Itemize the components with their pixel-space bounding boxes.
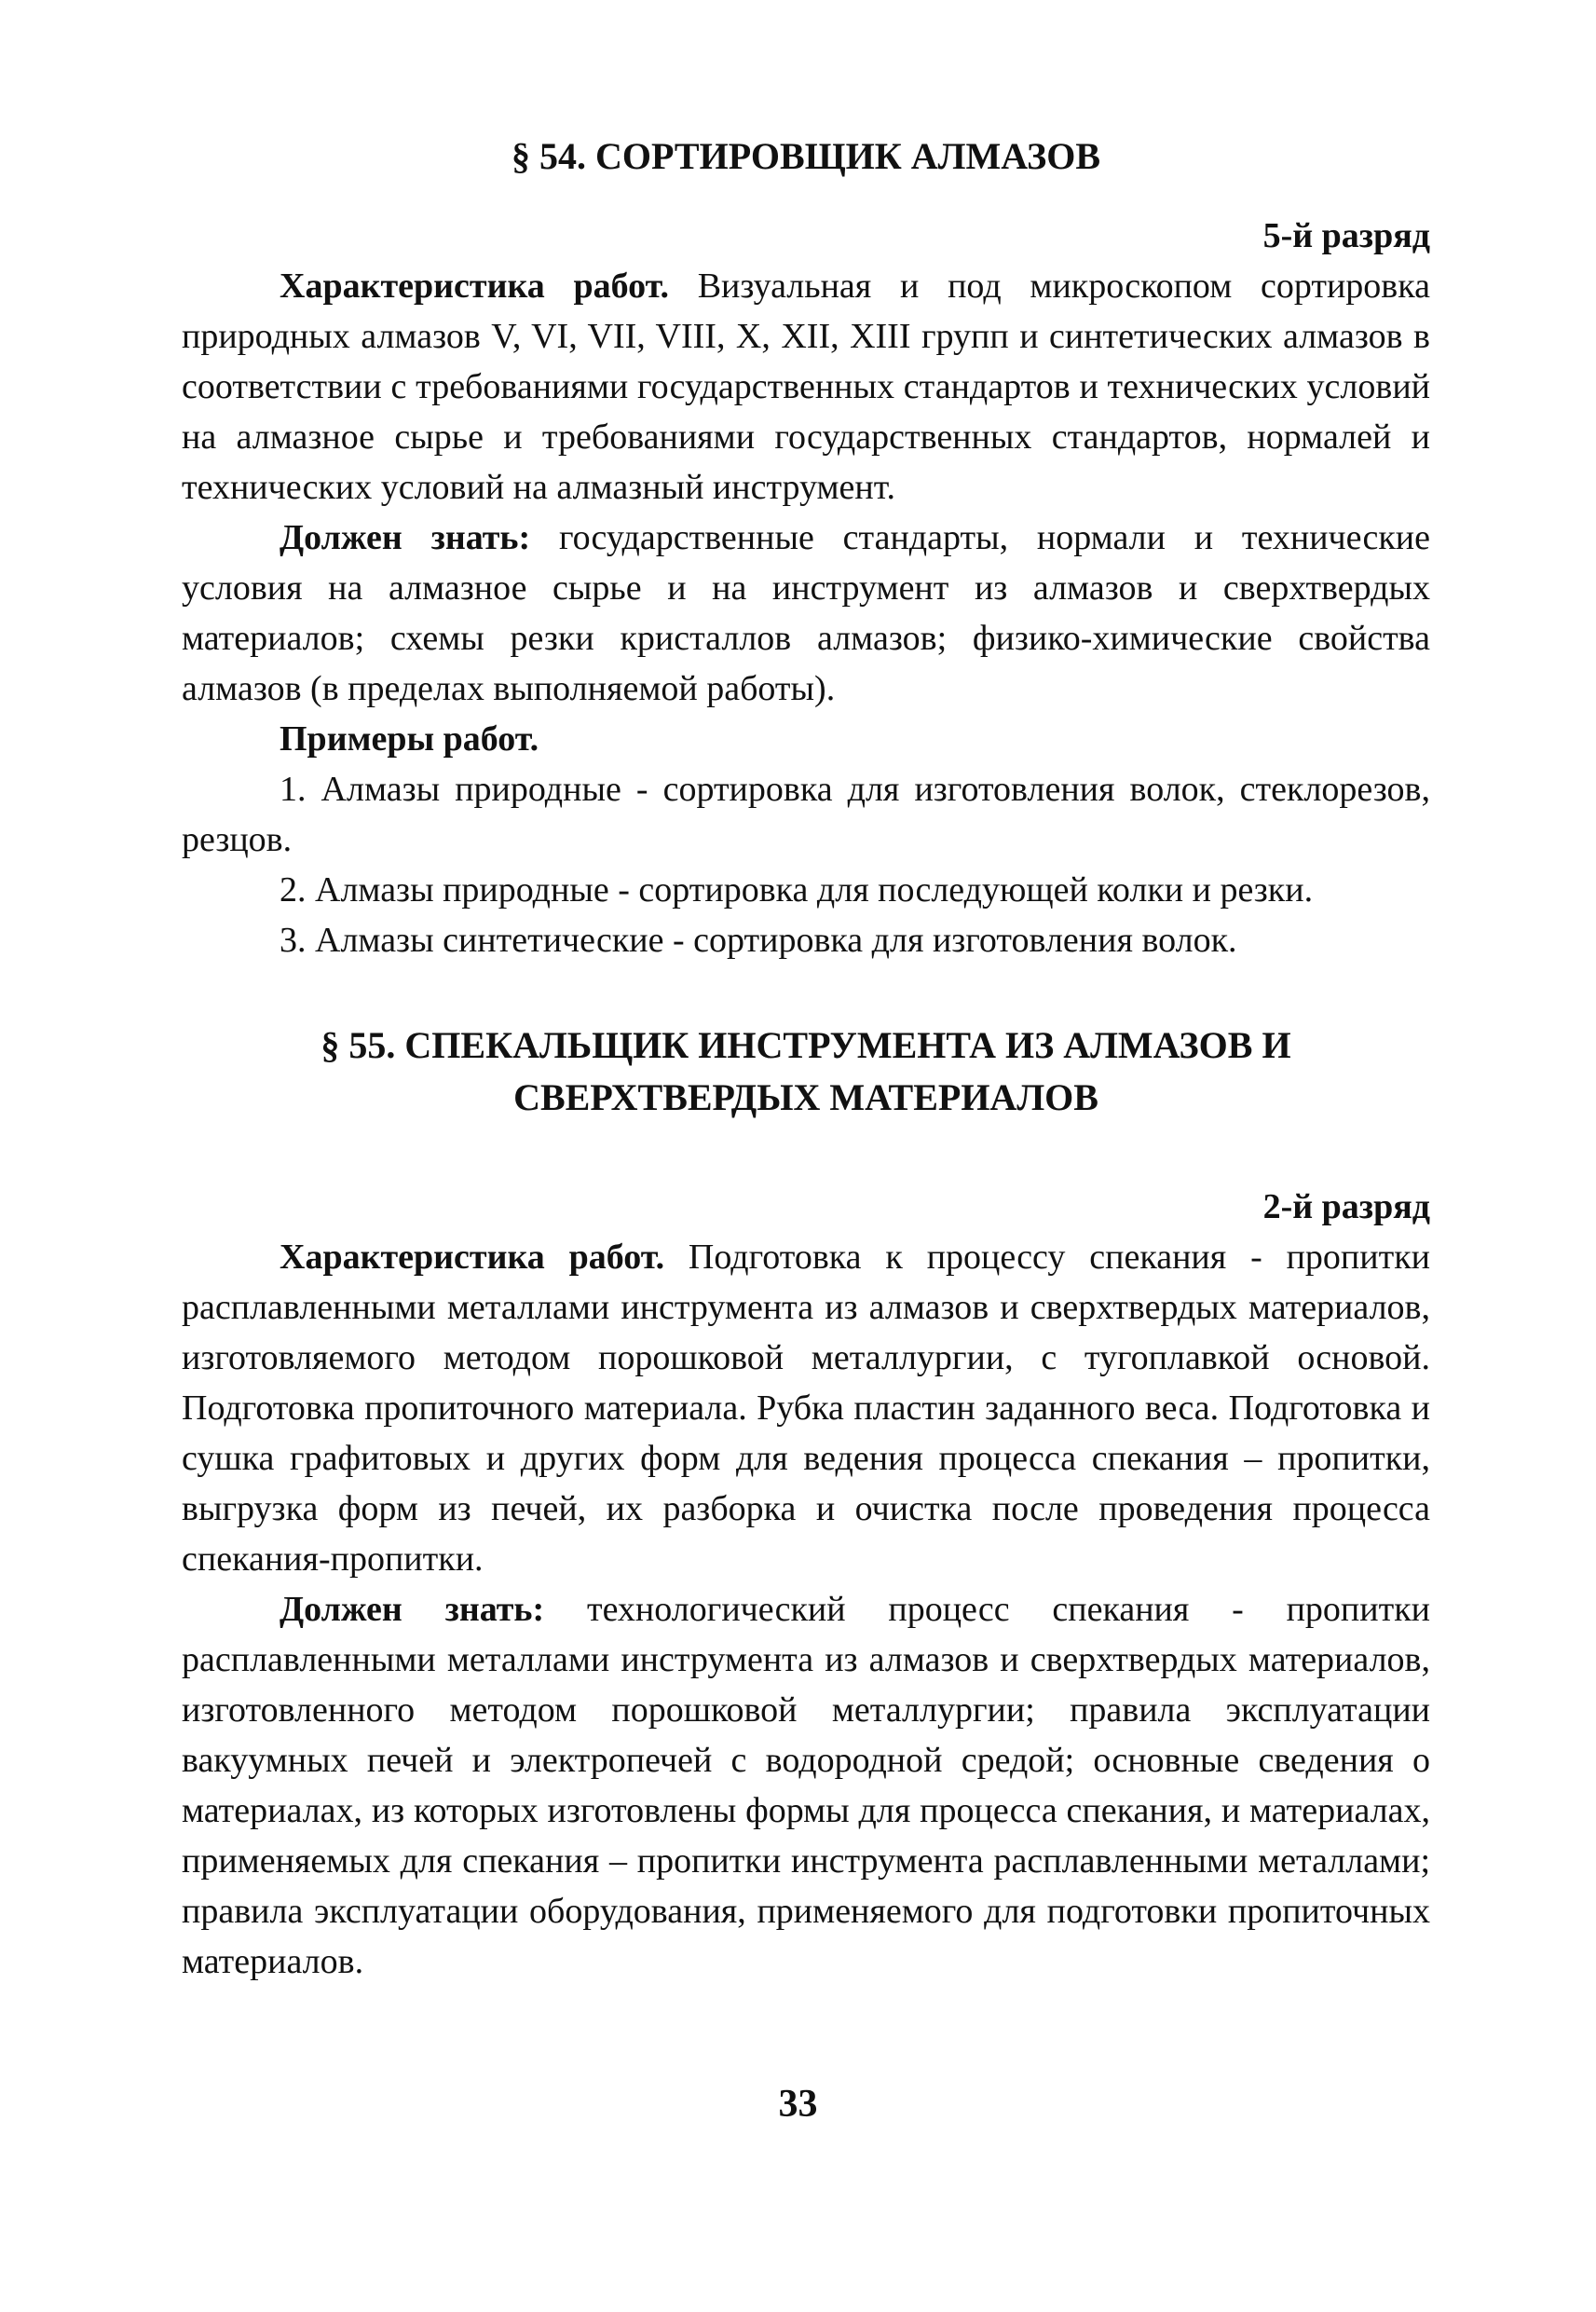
examples-title: Примеры работ.	[280, 719, 539, 759]
document-page	[182, 130, 1430, 1987]
knowledge-label: Должен знать:	[280, 1590, 545, 1629]
section-55-knowledge	[182, 1584, 1430, 1987]
knowledge-text: государственные стандарты, нормали и технические условия на алмазное сырье и на инструмент из алмазов и сверхтвердых материалов; схемы резки кристаллов алмазов; физико-химические свойства алмазов (в пределах выполняемой работы).	[182, 518, 1430, 708]
characteristics-label: Характеристика работ.	[280, 267, 669, 306]
characteristics-text: Подготовка к процессу спекания - пропитки расплавленными металлами инструмента из алмазов и сверхтвердых материалов, изготовляемого методом порошковой металлургии, с тугоплавкой основой. Подготовка пропиточного материала. Рубка пластин заданного веса. Подготовка и сушка графитовых и других форм для ведения процесса спекания – пропитки, выгрузка форм из печей, их разборка и очистка после проведения процесса спекания-пропитки.	[182, 1238, 1431, 1579]
example-item: 2. Алмазы природные - сортировка для последующей колки и резки.	[280, 870, 1314, 910]
section-54-characteristics	[182, 261, 1430, 513]
section-55-characteristics	[182, 1232, 1430, 1584]
knowledge-text: технологический процесс спекания - пропитки расплавленными металлами инструмента из алмазов и сверхтвердых материалов, изготовленного методом порошковой металлургии; правила эксплуатации вакуумных печей и электропечей с водородной средой; основные сведения о материалах, из которых изготовлены формы для процесса спекания, и материалах, применяемых для спекания – пропитки инструмента расплавленными металлами; правила эксплуатации оборудования, применяемого для подготовки пропиточных материалов.	[182, 1590, 1431, 1981]
section-54-knowledge	[182, 513, 1430, 714]
page-number: 33	[778, 2083, 818, 2126]
characteristics-label: Характеристика работ.	[280, 1238, 665, 1277]
section-55-title-line-2: СВЕРХТВЕРДЫХ МАТЕРИАЛОВ	[513, 1076, 1098, 1118]
knowledge-label: Должен знать:	[280, 518, 531, 557]
section-55-rank: 2-й разряд	[1262, 1187, 1430, 1226]
section-55-title	[182, 1019, 1430, 1124]
example-item: 1. Алмазы природные - сортировка для изготовления волок, стеклорезов, резцов.	[182, 770, 1430, 859]
section-55-title-line-1: § 55. СПЕКАЛЬЩИК ИНСТРУМЕНТА ИЗ АЛМАЗОВ И	[321, 1024, 1291, 1066]
example-item: 3. Алмазы синтетические - сортировка для изготовления волок.	[280, 921, 1237, 960]
section-54-title: § 54. СОРТИРОВЩИК АЛМАЗОВ	[512, 135, 1100, 177]
characteristics-text: Визуальная и под микроскопом сортировка природных алмазов V, VI, VII, VIII, X, XII, XIII групп и синтетических алмазов в соответствии с требованиями государственных стандартов и технических условий на алмазное сырье и требованиями государственных стандартов, нормалей и технических условий на алмазный инструмент.	[182, 267, 1430, 507]
section-54-rank: 5-й разряд	[1262, 216, 1430, 255]
